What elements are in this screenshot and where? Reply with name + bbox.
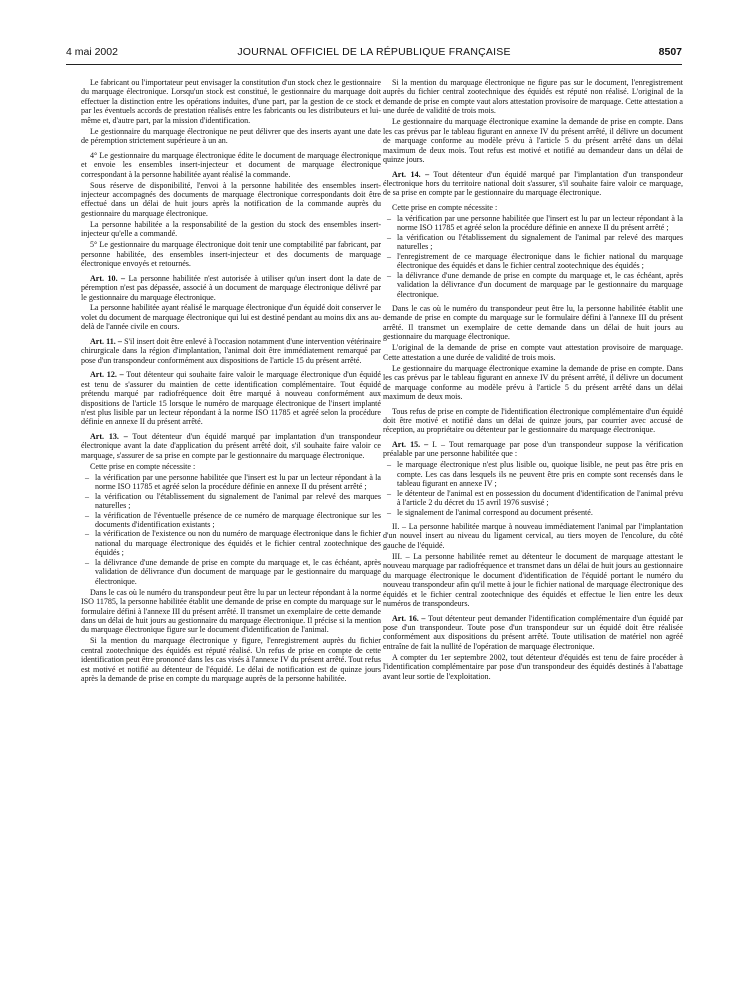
article-label: Art. 15. –: [392, 439, 429, 449]
list-item: – la délivrance d'une demande de prise en compte du marquage et, le cas échéant, après validation la délivrance d'un document de marquage par le gestionnaire du marquage électronique.: [383, 271, 683, 299]
right-column: [383, 78, 683, 683]
paragraph: La personne habilitée a la responsabilité de la gestion du stock des ensembles insert-injecteur qu'elle a commandé.: [81, 219, 381, 239]
article-11: [81, 337, 381, 365]
paragraph: Si la mention du marquage électronique ne figure pas sur le document, l'enregistrement auprès du fichier central zootechnique des équidés est réputé non réalisé. L'original de la demande de prise en compte vaut alors attestation provisoire de marquage. Cette attestation a une durée de validité de trois mois.: [383, 78, 683, 116]
paragraph: Sous réserve de disponibilité, l'envoi à la personne habilitée des ensembles insert-injecteur accompagnés des documents de marquage électronique correspondants doit être effectué dans un délai de huit jours après la notification de la commande auprès du gestionnaire du marquage électronique.: [81, 180, 381, 218]
article-16: [383, 614, 683, 652]
paragraph: 5° Le gestionnaire du marquage électronique doit tenir une comptabilité par fabricant, par personne habilitée, des ensembles insert-injecteur et des documents de marquage électronique envoyés et retournés.: [81, 240, 381, 269]
list-item: – la vérification par une personne habilitée que l'insert est lu par un lecteur répondant à la norme ISO 11785 et agréé selon la procédure définie en annexe II du présent arrêté ;: [81, 473, 381, 492]
paragraph: A compter du 1er septembre 2002, tout détenteur d'équidés est tenu de faire procéder à l'identification complémentaire par pose d'un transpondeur des équidés destinés à l'abattage avant leur sortie de l'exploitation.: [383, 652, 683, 681]
paragraph: L'original de la demande de prise en compte vaut attestation provisoire de marquage. Cette attestation a une durée de validité de trois mois.: [383, 343, 683, 362]
paragraph: Le gestionnaire du marquage électronique ne peut délivrer que des inserts ayant une date de péremption strictement supérieure à un an.: [81, 126, 381, 146]
article-label: Art. 14. –: [392, 169, 430, 179]
article-text: S'il insert doit être enlevé à l'occasion notamment d'une intervention vétérinaire chirurgicale dans la région d'implantation, l'animal doit être immédiatement remarqué par pose d'un transpondeur conformément aux dispositions de l'article 15 du présent arrêté.: [81, 336, 382, 365]
paragraph: Tous refus de prise en compte de l'identification électronique complémentaire d'un équidé doit être motivé et notifié dans un délai de quinze jours, par courrier avec accusé de réception, au propriétaire ou détenteur par le gestionnaire du marquage électronique.: [383, 406, 683, 435]
article-14: [383, 170, 683, 198]
article-label: Art. 16. –: [392, 613, 426, 623]
article-text: Tout détenteur d'un équidé marqué par implantation d'un transpondeur électronique avant la date d'application du présent arrêté doit, s'il souhaite faire valoir ce marquage, s'assurer de sa prise en compte par le gestionnaire du marquage électronique.: [81, 431, 381, 460]
article-label: Art. 12. –: [90, 370, 124, 380]
paragraph: Dans le cas où le numéro du transpondeur peut être lu par un lecteur répondant à la norme ISO 11785, la personne habilitée établit une demande de prise en compte du marquage sur le formulaire défini à l'annexe III du présent arrêté. Il transmet un exemplaire de cette demande dans un délai de huit jours au gestionnaire du marquage électronique. Il précise si la mention du marquage électronique figure sur le document d'identification de l'animal.: [81, 587, 381, 635]
article-13-list: [81, 473, 381, 586]
header-rule: [66, 64, 682, 65]
list-item: – le détenteur de l'animal est en possession du document d'identification de l'animal prévu à l'article 2 du décret du 15 avril 1976 susvisé ;: [383, 489, 683, 508]
journal-title: JOURNAL OFFICIEL DE LA RÉPUBLIQUE FRANÇAISE: [237, 46, 511, 58]
paragraph: La personne habilitée ayant réalisé le marquage électronique d'un équidé doit conserver le volet du document de marquage électronique qui lui est destiné pendant au moins dix ans au-delà de l'année civile en cours.: [81, 303, 381, 332]
article-12: [81, 370, 381, 427]
article-13: [81, 432, 381, 460]
list-item: – la vérification de l'éventuelle présence de ce numéro de marquage électronique sur les documents d'identification existants ;: [81, 511, 381, 530]
paragraph: Le fabricant ou l'importateur peut envisager la constitution d'un stock chez le gestionnaire du marquage électronique. Lorsqu'un stock est constitué, le gestionnaire du marquage doit effectuer la distinction entre les opérations induites, d'une part, par la gestion de ce stock et par les éventuels accords de prestation réalisés entre les fabricants ou les distributeurs et lui-même et, d'autre part, par la mission d'identification.: [81, 78, 381, 125]
paragraph: Dans le cas où le numéro du transpondeur peut être lu, la personne habilitée établit une demande de prise en compte du marquage sur le formulaire défini à l'annexe III du présent arrêté. Il transmet un exemplaire de cette demande dans un délai de huit jours au gestionnaire du marquage électronique.: [383, 303, 683, 342]
list-item: – la vérification ou l'établissement du signalement de l'animal par relevé des marques naturelles ;: [383, 233, 683, 252]
paragraph: 4° Le gestionnaire du marquage électronique édite le document de marquage électronique et envoie les ensembles insert-injecteur et document de marquage électronique correspondant à la personne habilitée ayant réalisé la commande.: [81, 150, 381, 179]
list-item: – l'enregistrement de ce marquage électronique dans le fichier national du marquage électronique des équidés et dans le fichier central zootechnique des équidés ;: [383, 252, 683, 271]
left-column: [81, 78, 381, 685]
list-item: – le marquage électronique n'est plus lisible ou, quoique lisible, ne peut pas être pris en compte. Les cas dans lesquels ils ne peuvent être pris en compte sont recensés dans le tableau figurant en annexe IV ;: [383, 460, 683, 488]
list-item: – le signalement de l'animal correspond au document présenté.: [383, 508, 683, 517]
article-text: I. – Tout remarquage par pose d'un transpondeur suppose la vérification préalable par une personne habilitée que :: [383, 439, 683, 459]
paragraph: Le gestionnaire du marquage électronique examine la demande de prise en compte. Dans les cas prévus par le tableau figurant en annexe IV du présent arrêté, il délivre un document de marquage conforme au modèle prévu à l'article 5 du présent arrêté dans un délai maximum de deux mois.: [383, 363, 683, 402]
list-intro: Cette prise en compte nécessite :: [90, 461, 196, 471]
article-text: La personne habilitée n'est autorisée à utiliser qu'un insert dont la date de péremption n'est pas dépassée, associé à un document de marquage électronique délivré par le gestionnaire du marquage électronique.: [81, 273, 381, 302]
article-label: Art. 11. –: [90, 336, 122, 346]
paragraph: III. – La personne habilitée remet au détenteur le document de marquage attestant le nouveau marquage par radiofréquence et transmet dans un délai de huit jours au gestionnaire du marquage électronique le document d'identification de l'équidé portant le numéro du nouveau transpondeur afin qu'il mette à jour le fichier national de marquage électronique des équidés et le fichier central zootechnique des équidés et effectue le lien entre les deux numéros de transpondeurs.: [383, 551, 683, 609]
article-text: Tout détenteur qui souhaite faire valoir le marquage électronique d'un équidé est tenu de s'assurer du maintien de cette identification complémentaire. Tout équidé prétendu marqué par radiofréquence doit être marqué à nouveau conformément aux dispositions de l'article 15 lorsque le numéro de marquage électronique de l'insert implanté n'est plus lisible par un lecteur répondant à la norme ISO 11785 et agréé selon la procédure définie en annexe II du présent arrêté.: [81, 370, 381, 427]
list-item: – la vérification ou l'établissement du signalement de l'animal par relevé des marques naturelles ;: [81, 492, 381, 511]
page-number: 8507: [658, 46, 682, 58]
article-label: Art. 13. –: [90, 431, 128, 441]
article-text: Tout détenteur d'un équidé marqué par l'implantation d'un transpondeur électronique hors du territoire national doit s'assurer, s'il souhaite faire valoir ce marquage, de sa prise en compte par le gestionnaire du marquage électronique.: [383, 169, 683, 198]
list-item: – la vérification par une personne habilitée que l'insert est lu par un lecteur répondant à la norme ISO 11785 et agréé selon la procédure définie en annexe II du présent arrêté ;: [383, 214, 683, 233]
paragraph: Le gestionnaire du marquage électronique examine la demande de prise en compte. Dans les cas prévus par le tableau figurant en annexe IV du présent arrêté, il délivre un document de marquage conforme au modèle prévu à l'article 5 du présent arrêté dans un délai maximum de deux mois. Tout refus est motivé et notifié au demandeur dans un délai de quinze jours.: [383, 117, 683, 165]
page-header: [66, 46, 682, 64]
article-15: [383, 440, 683, 459]
list-item: – la vérification de l'existence ou non du numéro de marquage électronique dans le fichier national du marquage électronique des équidés et le fichier central zootechnique des équidés ;: [81, 529, 381, 557]
article-label: Art. 10. –: [90, 273, 126, 283]
list-intro: Cette prise en compte nécessite :: [392, 202, 498, 212]
article-14-list: [383, 214, 683, 299]
article-15-list: [383, 460, 683, 517]
header-date: 4 mai 2002: [66, 46, 118, 58]
article-text: Tout détenteur peut demander l'identification complémentaire d'un équidé par pose d'un transpondeur. Toute pose d'un transpondeur sur un équidé doit être réalisée conformément aux dispositions du présent arrêté. Toute utilisation de matériel non agréé entraîne de fait la nullité de l'opération de marquage électronique.: [383, 613, 683, 651]
article-10: [81, 274, 381, 302]
paragraph: Si la mention du marquage électronique y figure, l'enregistrement auprès du fichier central zootechnique des équidés est réputé réalisé. Un refus de prise en compte de cette identification peut être prononcé dans les cas visés à l'annexe IV du présent arrêté. Tout refus est motivé et notifié au détenteur de l'équidé. Le délai de notification est de quinze jours après la demande de prise en compte du marquage auprès de la personne habilitée.: [81, 636, 381, 684]
list-item: – la délivrance d'une demande de prise en compte du marquage et, le cas échéant, après validation de délivrance d'un document de marquage par le gestionnaire du marquage électronique.: [81, 558, 381, 586]
paragraph: II. – La personne habilitée marque à nouveau immédiatement l'animal par l'implantation d'un nouvel insert au niveau du ligament cervical, au tiers moyen de l'encolure, du côté gauche de l'équidé.: [383, 521, 683, 550]
